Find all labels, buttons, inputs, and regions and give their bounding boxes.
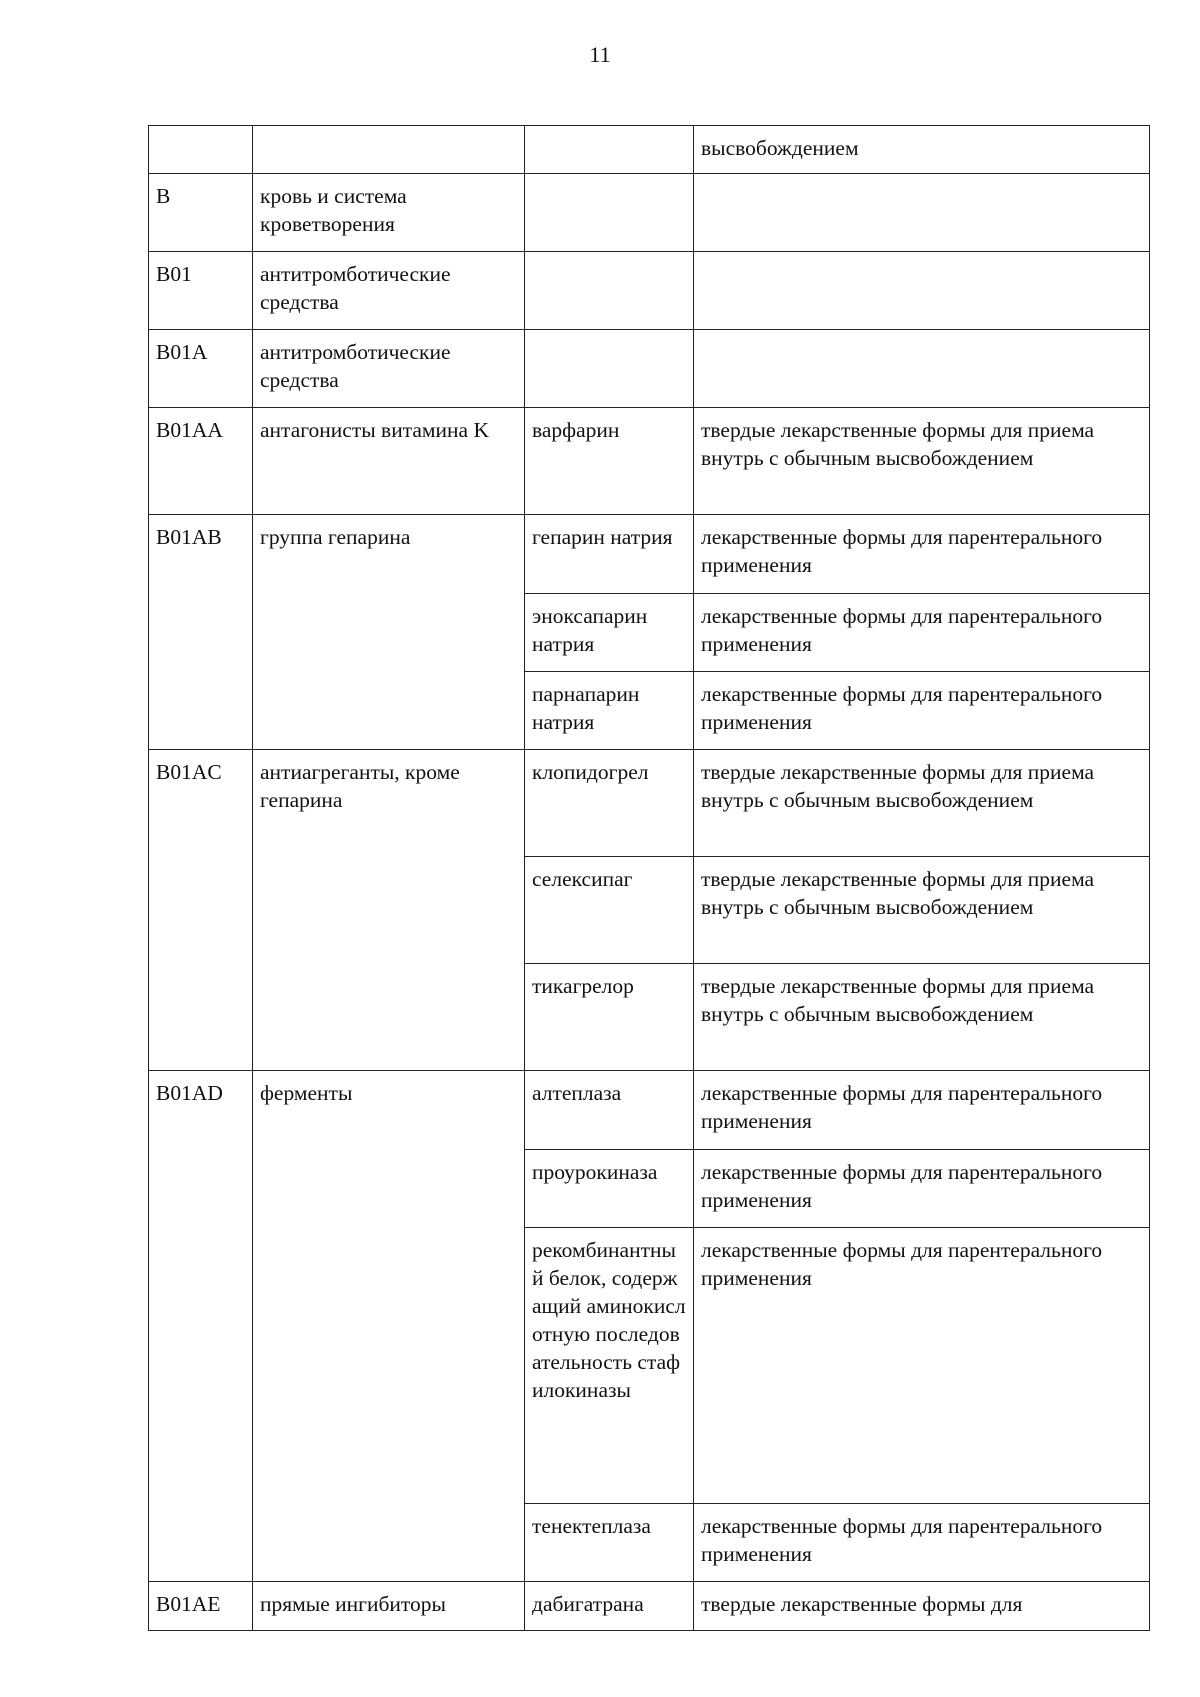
drug-name-cell: парнапарин натрия xyxy=(525,672,694,750)
atc-code-cell: B01AC xyxy=(149,750,253,1071)
dosage-form-cell: твердые лекарственные формы для приема внутрь с обычным высвобождением xyxy=(694,408,1150,515)
page-number: 11 xyxy=(589,42,611,67)
drug-name-cell xyxy=(525,330,694,408)
dosage-form-cell: лекарственные формы для парентерального применения xyxy=(694,594,1150,672)
table-row xyxy=(149,126,1150,174)
dosage-form-cell: твердые лекарственные формы для xyxy=(694,1582,1150,1631)
atc-code-cell: B01AB xyxy=(149,515,253,750)
table-row xyxy=(149,174,1150,252)
table-row xyxy=(149,1582,1150,1631)
table-row xyxy=(149,515,1150,594)
group-name-cell: кровь и система кроветворения xyxy=(253,174,525,252)
group-name-cell: прямые ингибиторы xyxy=(253,1582,525,1631)
group-name-cell: группа гепарина xyxy=(253,515,525,750)
dosage-form-cell xyxy=(694,252,1150,330)
dosage-form-cell: лекарственные формы для парентерального применения xyxy=(694,1504,1150,1582)
drug-name-cell: варфарин xyxy=(525,408,694,515)
table-row xyxy=(149,408,1150,515)
dosage-form-cell: лекарственные формы для парентерального применения xyxy=(694,1150,1150,1228)
dosage-form-cell: лекарственные формы для парентерального применения xyxy=(694,672,1150,750)
dosage-form-cell: твердые лекарственные формы для приема внутрь с обычным высвобождением xyxy=(694,964,1150,1071)
drug-name-cell: клопидогрел xyxy=(525,750,694,857)
drug-name-cell xyxy=(525,126,694,174)
atc-code-cell: B01AA xyxy=(149,408,253,515)
dosage-form-cell xyxy=(694,330,1150,408)
dosage-form-cell: твердые лекарственные формы для приема внутрь с обычным высвобождением xyxy=(694,857,1150,964)
atc-code-cell xyxy=(149,126,253,174)
drug-name-cell: тенектеплаза xyxy=(525,1504,694,1582)
drug-name-cell: тикагрелор xyxy=(525,964,694,1071)
group-name-cell xyxy=(253,126,525,174)
drug-name-cell: алтеплаза xyxy=(525,1071,694,1150)
table-row xyxy=(149,252,1150,330)
drug-name-cell xyxy=(525,174,694,252)
table-row xyxy=(149,330,1150,408)
atc-code-cell: B01A xyxy=(149,330,253,408)
dosage-form-cell: лекарственные формы для парентерального применения xyxy=(694,1228,1150,1504)
atc-code-cell: B01AE xyxy=(149,1582,253,1631)
drug-name-cell xyxy=(525,252,694,330)
dosage-form-cell: твердые лекарственные формы для приема внутрь с обычным высвобождением xyxy=(694,750,1150,857)
atc-code-cell: B01 xyxy=(149,252,253,330)
drug-list-table xyxy=(148,125,1150,1631)
atc-code-cell: B xyxy=(149,174,253,252)
group-name-cell: антиагреганты, кроме гепарина xyxy=(253,750,525,1071)
group-name-cell: антагонисты витамина K xyxy=(253,408,525,515)
table-row xyxy=(149,750,1150,857)
dosage-form-cell: лекарственные формы для парентерального применения xyxy=(694,515,1150,594)
group-name-cell: антитромботические средства xyxy=(253,330,525,408)
drug-name-cell: рекомбинантный белок, содержащий аминокислотную последовательность стафилокиназы xyxy=(525,1228,694,1504)
atc-code-cell: B01AD xyxy=(149,1071,253,1582)
table-row xyxy=(149,1071,1150,1150)
drug-name-cell: дабигатрана xyxy=(525,1582,694,1631)
dosage-form-cell: высвобождением xyxy=(694,126,1150,174)
drug-name-cell: эноксапарин натрия xyxy=(525,594,694,672)
drug-name-cell: селексипаг xyxy=(525,857,694,964)
drug-name-cell: гепарин натрия xyxy=(525,515,694,594)
group-name-cell: ферменты xyxy=(253,1071,525,1582)
dosage-form-cell: лекарственные формы для парентерального применения xyxy=(694,1071,1150,1150)
dosage-form-cell xyxy=(694,174,1150,252)
drug-name-cell: проурокиназа xyxy=(525,1150,694,1228)
group-name-cell: антитромботические средства xyxy=(253,252,525,330)
